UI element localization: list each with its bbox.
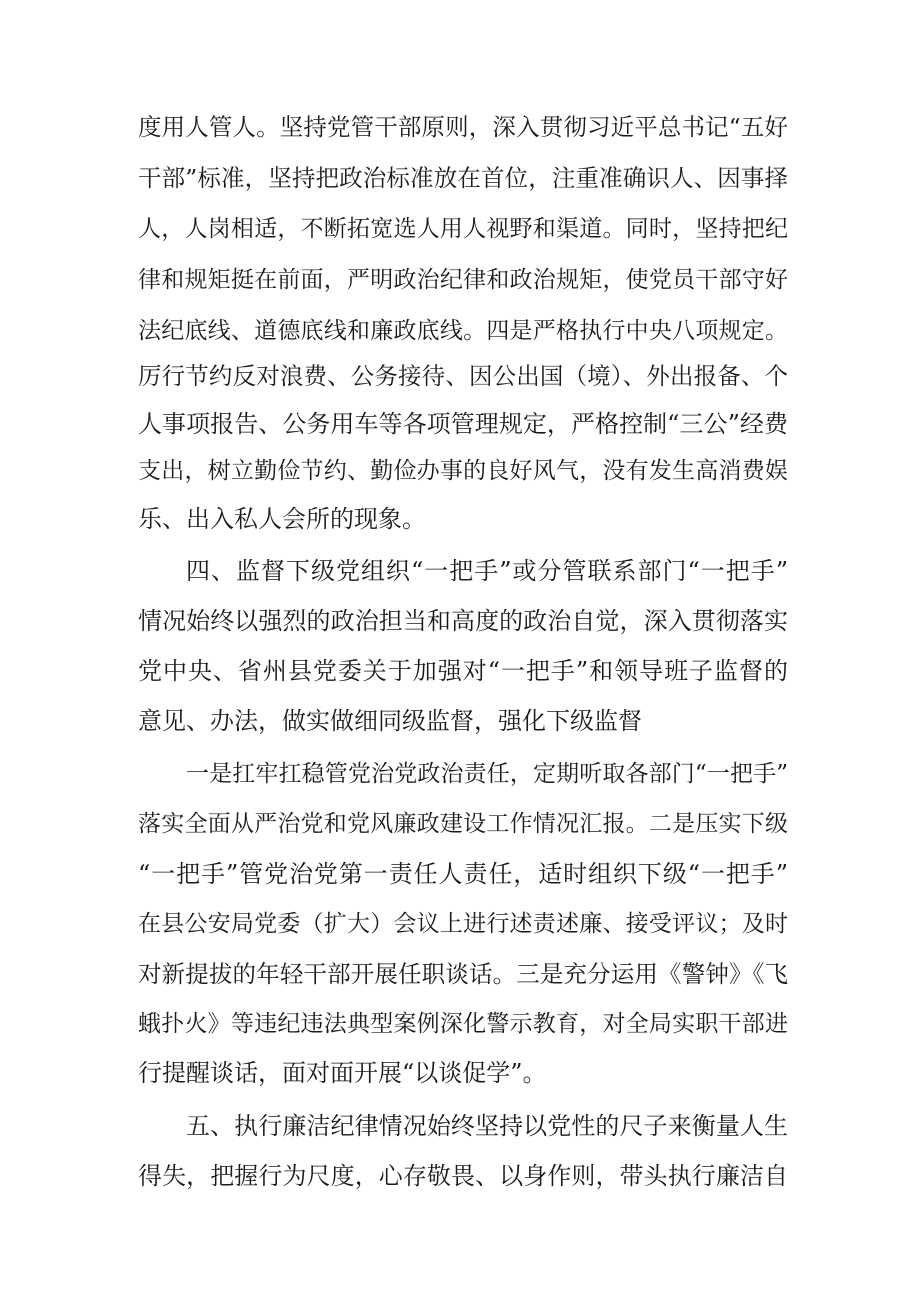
text-line: 在县公安局党委（扩大）会议上进行述责述廉、接受评议；及时 bbox=[138, 911, 788, 937]
text-line: 支出，树立勤俭节约、勤俭办事的良好风气，没有发生高消费娱 bbox=[138, 458, 788, 484]
text-line: 干部”标准，坚持把政治标准放在首位，注重准确识人、因事择 bbox=[138, 164, 788, 192]
text-line: 对新提拔的年轻干部开展任职谈话。三是充分运用《警钟》《飞 bbox=[138, 960, 788, 988]
text-line: 人事项报告、公务用车等各项管理规定，严格控制“三公”经费 bbox=[138, 410, 788, 438]
text-line: 律和规矩挺在前面，严明政治纪律和政治规矩，使党员干部守好 bbox=[138, 267, 788, 293]
section-heading-line: 五、执行廉洁纪律情况始终坚持以党性的尺子来衡量人生 bbox=[186, 1112, 788, 1140]
text-line: 党中央、省州县党委关于加强对“一把手”和领导班子监督的 bbox=[138, 657, 788, 685]
paragraph-first-line: 一是扛牢扛稳管党治党政治责任，定期听取各部门“一把手” bbox=[186, 761, 788, 787]
text-line: 厉行节约反对浪费、公务接待、因公出国（境）、外出报备、个 bbox=[138, 362, 788, 390]
text-line: 度用人管人。坚持党管干部原则，深入贯彻习近平总书记“五好 bbox=[138, 113, 788, 141]
text-line: 人，人岗相适，不断拓宽选人用人视野和渠道。同时，坚持把纪 bbox=[138, 216, 788, 242]
text-line: “一把手”管党治党第一责任人责任，适时组织下级“一把手” bbox=[138, 860, 788, 888]
text-line: 意见、办法，做实做细同级监督，强化下级监督 bbox=[138, 707, 642, 735]
text-line: 乐、出入私人会所的现象。 bbox=[138, 505, 426, 533]
text-line: 行提醒谈话，面对面开展“以谈促学”。 bbox=[138, 1059, 547, 1087]
text-line: 法纪底线、道德底线和廉政底线。四是严格执行中央八项规定。 bbox=[138, 318, 788, 344]
text-line: 得失，把握行为尺度，心存敬畏、以身作则，带头执行廉洁自 bbox=[138, 1162, 788, 1190]
text-line: 情况始终以强烈的政治担当和高度的政治自觉，深入贯彻落实 bbox=[138, 607, 788, 635]
text-line: 落实全面从严治党和党风廉政建设工作情况汇报。二是压实下级 bbox=[138, 811, 788, 837]
section-heading-line: 四、监督下级党组织“一把手”或分管联系部门“一把手” bbox=[186, 557, 788, 585]
text-line: 蛾扑火》等违纪违法典型案例深化警示教育，对全局实职干部进 bbox=[138, 1011, 788, 1037]
